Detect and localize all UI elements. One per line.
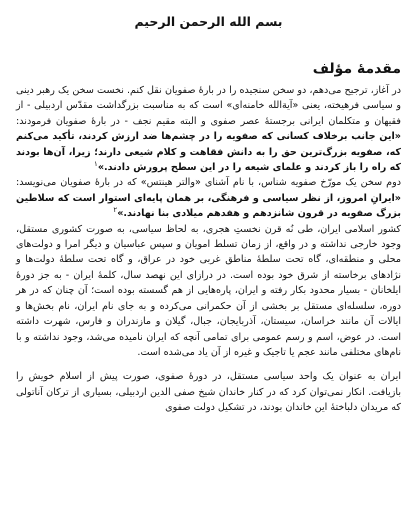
hinz-quote: «ایرانِ امروز، از نظر سیاسی و فرهنگی، بر همان پایه‌ای استوار است که سلاطین بزرگ صفویه در قرون شانزدهم و هفدهم میلادی بنا نهادند.»: [16, 192, 401, 220]
paragraph-history: کشور اسلامی ایران، طی نُه قرن نخستِ هجری، به لحاظ سیاسی، به صورت کشوری مستقل، وجود خارجی نداشته و در واقع، از زمان تسلط امویان و سپس عباسیان و دیگر امرا و دولت‌های محلی و منطقه‌ای، گاه تحت سلطهٔ مناطق غربی خود در عراق، و گاه تحت سلطهٔ دولت‌ها و نژادهای برخاسته از شرق خود بوده است. در درازای این نهصد سال، کلمهٔ ایران - به جز دورهٔ ایلخانان - بسیار محدود بکار رفته و ایران، پاره‌هایی از هم گسسته بوده است؛ آن چنان که در هر دوره، سلسله‌ای مستقل بر بخشی از آن حکمرانی می‌کرده و به جای نام ایران، نام بخش‌ها و ایالات آن مانند خراسان، سیستان، آذربایجان، جبال، گیلان و مازندران و فارس، شهرت داشته است. در عوض، اسم و رسم عمومی برای تمامی آنچه که ایران نامیده می‌شد، وجود نداشته و با نام‌های مختلفی مانند عجم یا تاجیک و غیره از آن یاد می‌شده است.: [16, 223, 401, 358]
bismillah-heading: بسم الله الرحمن الرحيم: [134, 14, 283, 29]
paragraph-intro-khamenei: [16, 83, 401, 175]
paragraph-hinz: [16, 175, 401, 221]
paragraph-intro-text: در آغاز، ترجیح می‌دهم، دو سخن سنجیده را در بارهٔ صفویان نقل کنم. نخست سخن یک رهبر دینی و سیاسی فرهیخته، یعنی «آیةالله خامنه‌ای» است که به مناسبت بزرگداشت مقدّس اردبیلی - از فقیهان و متکلمان ایرانی برجستهٔ عصر صفوی و البته مقیم نجف - در بارهٔ صفویان فرمودند:: [16, 85, 401, 127]
paragraph-spacer: [16, 360, 401, 369]
paragraph-hinz-text: دوم سخن یک مورّخ صفویه شناس، با نام آشنای «والتر هینتس» که در بارهٔ صفویان می‌نویسد:: [16, 177, 401, 189]
section-title: مقدمهٔ مؤلف: [312, 61, 401, 77]
footnote-marker-1: ۱: [94, 159, 98, 168]
footnote-marker-2: ۲: [113, 206, 118, 215]
khamenei-quote: «این جانب برخلاف کسانی که صفویه را در چشم‌ها ضد ارزش کردند، تأکید می‌کنم که، صفویه بزرگ‌ترین حق را به دانش فقاهت و کلام شیعی دارند؛ زیرا، آن‌ها بودند که راه را باز کردند و علمای شیعه را در این سطح پرورش دادند.»: [16, 131, 401, 174]
paragraph-safavid-state: ایران به عنوان یک واحد سیاسی مستقل، در دورهٔ صفوی، صورت پیش از اسلام خویش را بازیافت. انکار نمی‌توان کرد که در کنار خاندان شیخ صفی الدین اردبیلی، بسیاری از ترکان آناتولی که مریدان دلباختهٔ این خاندان بودند، در تشکیل دولت صفوی: [16, 371, 401, 414]
